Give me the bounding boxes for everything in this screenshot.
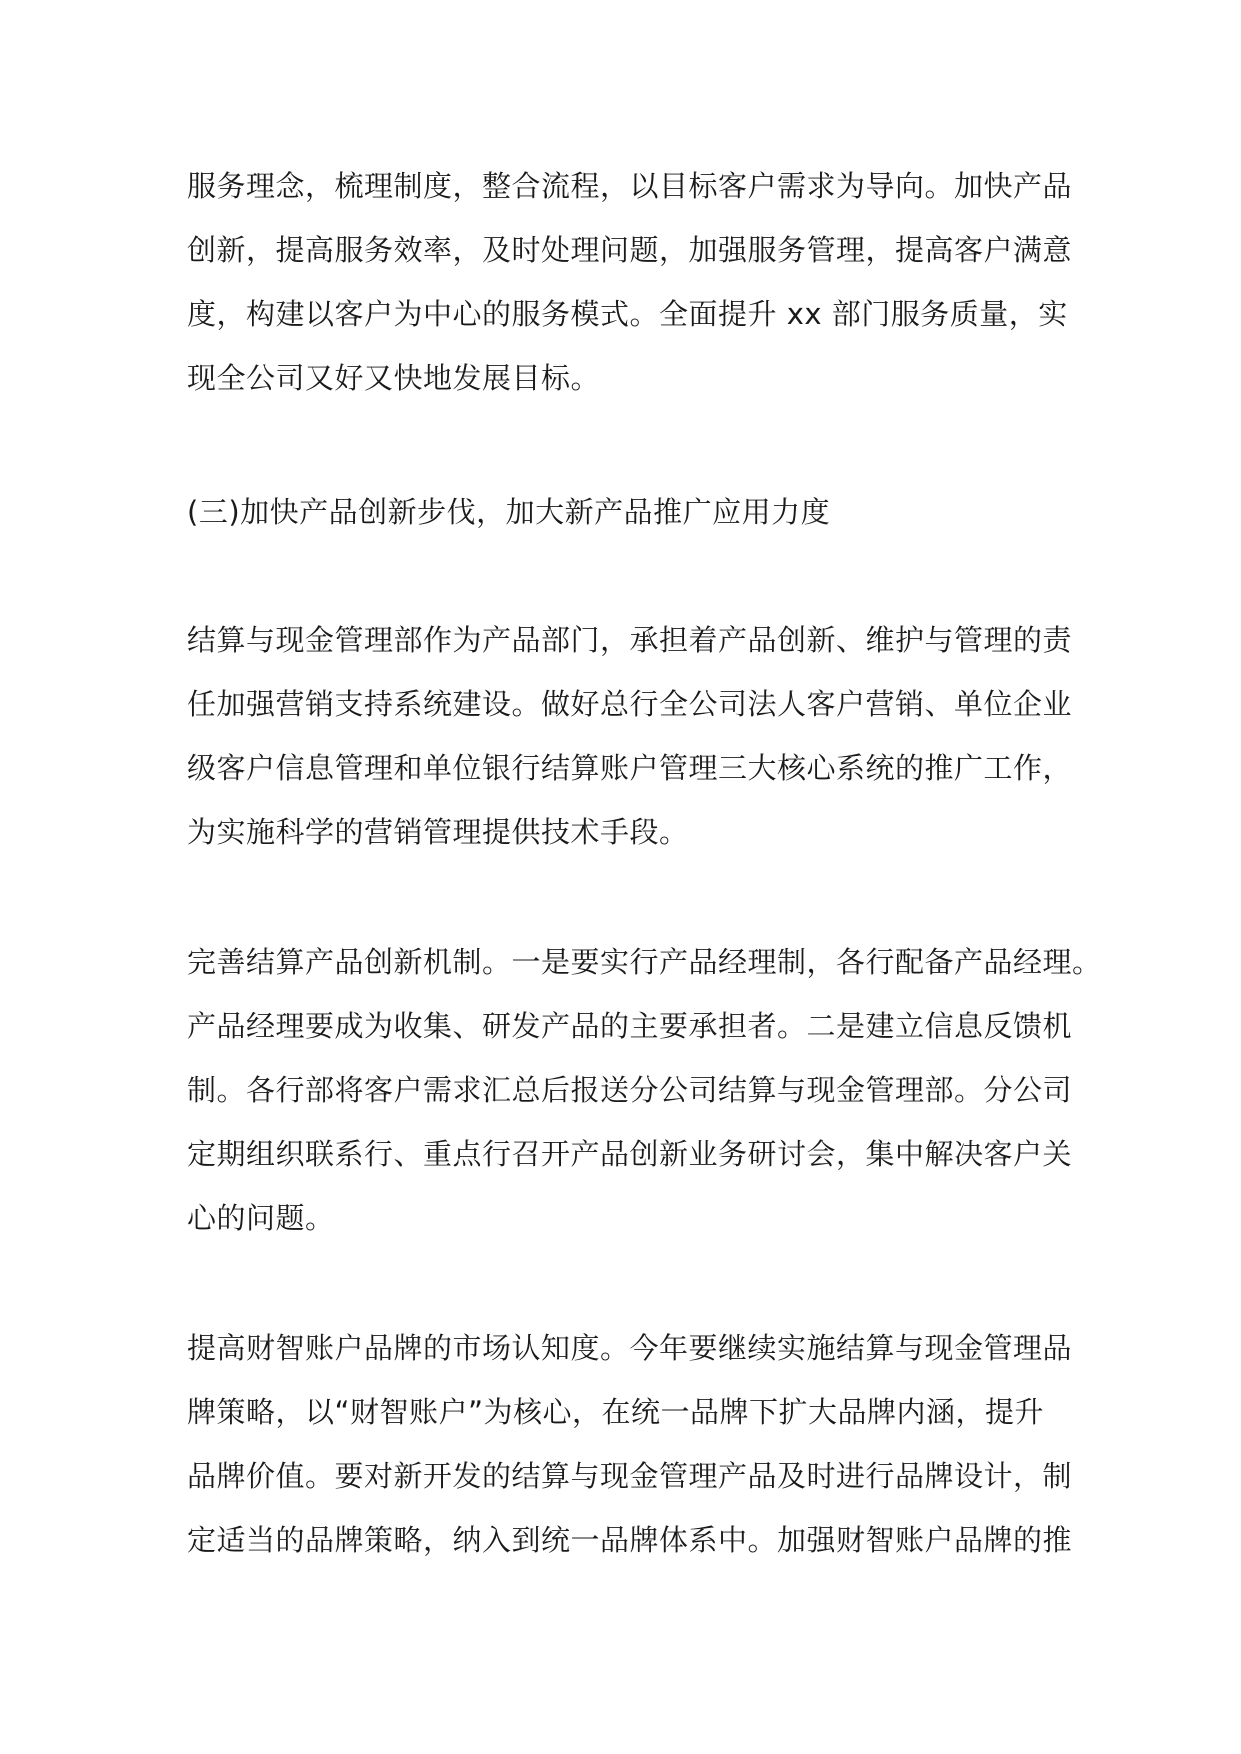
paragraph-line: 牌策略，以“财智账户”为核心，在统一品牌下扩大品牌内涵，提升 [187,1395,1045,1429]
paragraph-line: 度，构建以客户为中心的服务模式。全面提升 xx 部门服务质量，实 [187,297,1068,331]
paragraph-line: 为实施科学的营销管理提供技术手段。 [187,815,689,849]
paragraph-product-department [187,608,1073,864]
paragraph-line: 定适当的品牌策略，纳入到统一品牌体系中。加强财智账户品牌的推 [187,1523,1073,1557]
section-heading-text: (三)加快产品创新步伐，加大新产品推广应用力度 [187,495,831,529]
paragraph-line: 级客户信息管理和单位银行结算账户管理三大核心系统的推广工作， [187,751,1073,785]
paragraph-line: 完善结算产品创新机制。一是要实行产品经理制，各行配备产品经理。 [187,945,1102,979]
paragraph-line: 品牌价值。要对新开发的结算与现金管理产品及时进行品牌设计，制 [187,1459,1073,1493]
paragraph-line: 定期组织联系行、重点行召开产品创新业务研讨会，集中解决客户关 [187,1137,1073,1171]
paragraph-line: 任加强营销支持系统建设。做好总行全公司法人客户营销、单位企业 [187,687,1073,721]
paragraph-line: 服务理念，梳理制度，整合流程，以目标客户需求为导向。加快产品 [187,169,1073,203]
paragraph-line: 创新，提高服务效率，及时处理问题，加强服务管理，提高客户满意 [187,233,1073,267]
paragraph-line: 结算与现金管理部作为产品部门，承担着产品创新、维护与管理的责 [187,623,1073,657]
section-heading [187,480,1067,544]
paragraph-innovation-mechanism [187,930,1102,1250]
paragraph-line: 提高财智账户品牌的市场认知度。今年要继续实施结算与现金管理品 [187,1331,1073,1365]
paragraph-service-concept [187,154,1073,410]
paragraph-line: 心的问题。 [187,1201,335,1235]
paragraph-line: 产品经理要成为收集、研发产品的主要承担者。二是建立信息反馈机 [187,1009,1073,1043]
paragraph-brand-awareness [187,1316,1073,1572]
paragraph-line: 制。各行部将客户需求汇总后报送分公司结算与现金管理部。分公司 [187,1073,1073,1107]
paragraph-line: 现全公司又好又快地发展目标。 [187,361,601,395]
